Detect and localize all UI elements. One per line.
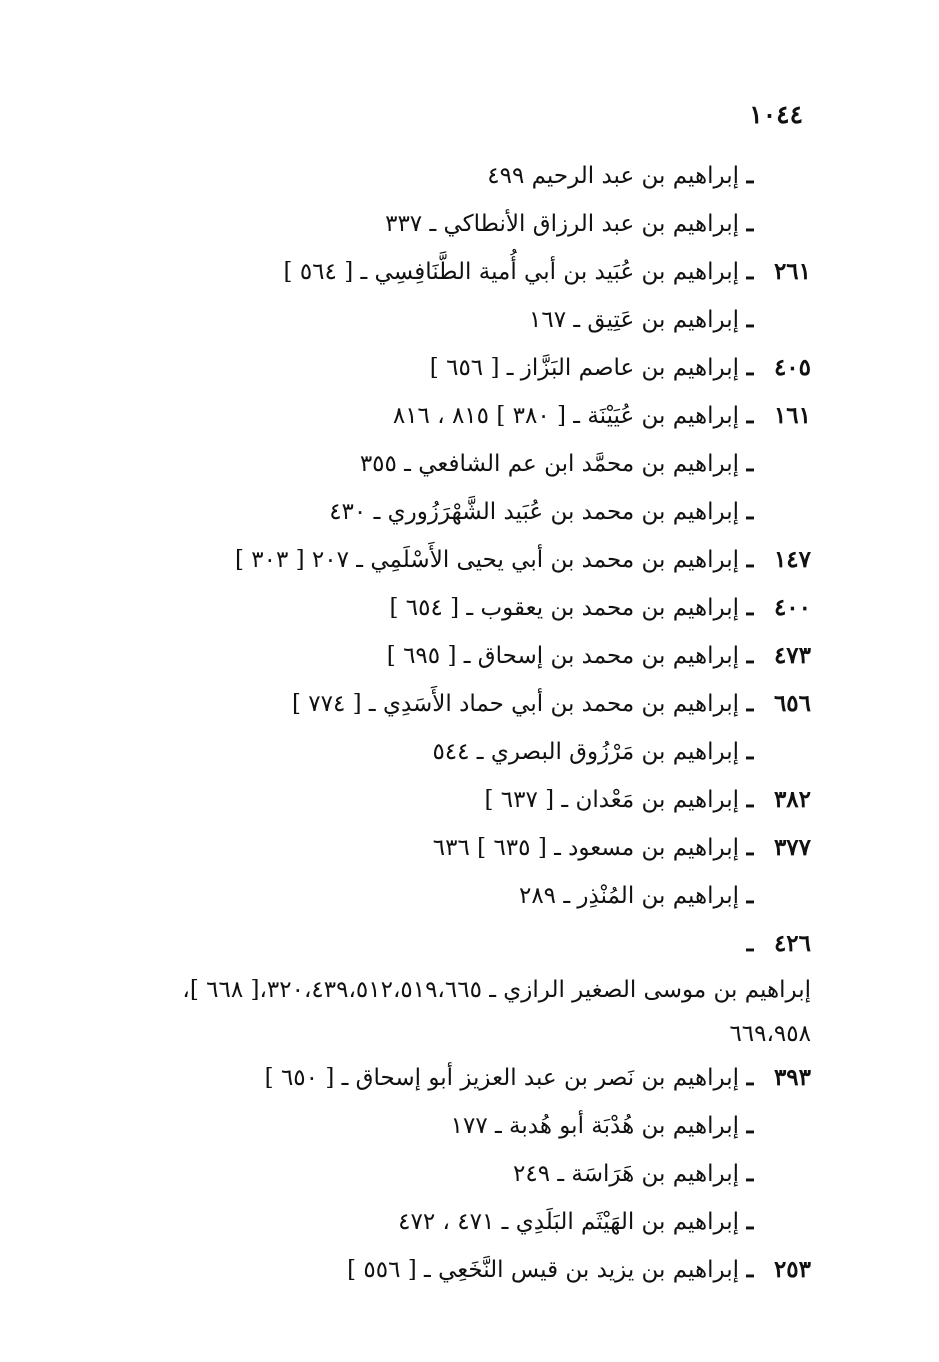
entry-dash: ـ <box>746 546 754 573</box>
index-entry <box>111 200 811 248</box>
index-entry <box>111 1246 811 1294</box>
index-entry <box>111 872 811 920</box>
entry-dash: ـ <box>746 450 754 477</box>
entry-number: ١٦١ <box>773 402 811 429</box>
index-entry <box>111 920 811 1054</box>
entry-dash: ـ <box>746 642 754 669</box>
index-entry <box>111 440 811 488</box>
entry-text: إبراهيم بن مَرْزُوق البصري ـ ٥٤٤ <box>432 739 739 765</box>
index-entry <box>111 248 811 296</box>
entry-dash: ـ <box>746 258 754 285</box>
page-number: ١٠٤٤ <box>749 100 803 129</box>
entry-text: إبراهيم بن هُدْبَة أبو هُدبة ـ ١٧٧ <box>450 1113 739 1139</box>
index-entry <box>111 344 811 392</box>
entry-dash: ـ <box>746 306 754 333</box>
entry-text: إبراهيم بن محمد بن يعقوب ـ [ ٦٥٤ ] <box>389 595 739 621</box>
entry-dash: ـ <box>746 1208 754 1235</box>
entry-dash: ـ <box>746 594 754 621</box>
entry-text: إبراهيم بن مسعود ـ [ ٦٣٥ ] ٦٣٦ <box>432 835 739 861</box>
entry-dash: ـ <box>746 1160 754 1187</box>
index-entry <box>111 1150 811 1198</box>
entry-dash: ـ <box>746 210 754 237</box>
entry-number: ٦٥٦ <box>773 690 811 717</box>
entry-text: إبراهيم بن نَصر بن عبد العزيز أبو إسحاق ـ [ ٦٥٠ ] <box>264 1065 739 1091</box>
entry-text: إبراهيم بن عَتِيق ـ ١٦٧ <box>529 307 739 333</box>
entry-number: ٤٧٣ <box>773 642 811 669</box>
entry-number: ٣٩٣ <box>773 1064 811 1091</box>
index-entry <box>111 1054 811 1102</box>
entry-dash: ـ <box>746 1112 754 1139</box>
entry-dash: ـ <box>746 882 754 909</box>
index-entry <box>111 824 811 872</box>
entry-text: إبراهيم بن محمَّد ابن عم الشافعي ـ ٣٥٥ <box>359 451 739 477</box>
entry-number: ٣٧٧ <box>773 834 811 861</box>
entry-text: إبراهيم بن محمد بن أبي حماد الأَسَدِي ـ [ ٧٧٤ ] <box>291 691 739 717</box>
entry-dash: ـ <box>746 498 754 525</box>
index-entry <box>111 1198 811 1246</box>
entry-text: إبراهيم بن الهَيْثَم البَلَدِي ـ ٤٧١ ، ٤٧٢ <box>398 1209 739 1235</box>
index-entries <box>111 152 811 1294</box>
entry-dash: ـ <box>746 1256 754 1283</box>
entry-dash: ـ <box>746 690 754 717</box>
entry-number: ٤٠٥ <box>773 354 811 381</box>
entry-text: إبراهيم بن محمد بن أبي يحيى الأَسْلَمِي ـ ٢٠٧ [ ٣٠٣ ] <box>234 547 739 573</box>
entry-dash: ـ <box>746 738 754 765</box>
entry-text: إبراهيم بن موسى الصغير الرازي ـ ٣٢٠،٤٣٩،٥١٢،٥١٩،٦٦٥،[ ٦٦٨ ]، <box>182 977 811 1003</box>
entry-number: ٢٦١ <box>773 258 811 285</box>
entry-text: إبراهيم بن عاصم البَزَّاز ـ [ ٦٥٦ ] <box>429 355 739 381</box>
entry-number: ٤٠٠ <box>773 594 811 621</box>
index-entry <box>111 152 811 200</box>
entry-text: إبراهيم بن عُبَيد بن أبي أُمية الطَّنَافِسِي ـ [ ٥٦٤ ] <box>283 259 739 285</box>
index-entry <box>111 632 811 680</box>
entry-text: إبراهيم بن عبد الرحيم ٤٩٩ <box>487 163 739 189</box>
entry-number: ١٤٧ <box>773 546 811 573</box>
entry-number: ٤٢٦ <box>773 930 811 957</box>
entry-text: إبراهيم بن مَعْدان ـ [ ٦٣٧ ] <box>484 787 739 813</box>
index-entry <box>111 584 811 632</box>
index-entry <box>111 536 811 584</box>
entry-dash: ـ <box>746 1064 754 1091</box>
entry-number: ٢٥٣ <box>773 1256 811 1283</box>
entry-text: إبراهيم بن المُنْذِر ـ ٢٨٩ <box>518 883 739 909</box>
entry-number: ٣٨٢ <box>773 786 811 813</box>
entry-dash: ـ <box>746 786 754 813</box>
index-entry <box>111 776 811 824</box>
index-entry <box>111 296 811 344</box>
entry-dash: ـ <box>746 930 754 957</box>
index-entry <box>111 680 811 728</box>
entry-dash: ـ <box>746 162 754 189</box>
entry-text: إبراهيم بن هَرَاسَة ـ ٢٤٩ <box>512 1161 739 1187</box>
index-entry <box>111 488 811 536</box>
index-entry <box>111 392 811 440</box>
index-entry <box>111 728 811 776</box>
entry-text: إبراهيم بن عُيَيْنَة ـ [ ٣٨٠ ] ٨١٥ ، ٨١٦ <box>392 403 739 429</box>
entry-dash: ـ <box>746 402 754 429</box>
index-entry <box>111 1102 811 1150</box>
entry-text: إبراهيم بن محمد بن عُبَيد الشَّهْرَزُوري ـ ٤٣٠ <box>329 499 739 525</box>
entry-continuation: ٦٦٩،٩٥٨ <box>729 1021 811 1047</box>
entry-text: إبراهيم بن محمد بن إسحاق ـ [ ٦٩٥ ] <box>386 643 739 669</box>
entry-dash: ـ <box>746 834 754 861</box>
entry-dash: ـ <box>746 354 754 381</box>
entry-text: إبراهيم بن عبد الرزاق الأنطاكي ـ ٣٣٧ <box>385 211 739 237</box>
entry-text: إبراهيم بن يزيد بن قيس النَّخَعِي ـ [ ٥٥٦ ] <box>347 1257 739 1283</box>
